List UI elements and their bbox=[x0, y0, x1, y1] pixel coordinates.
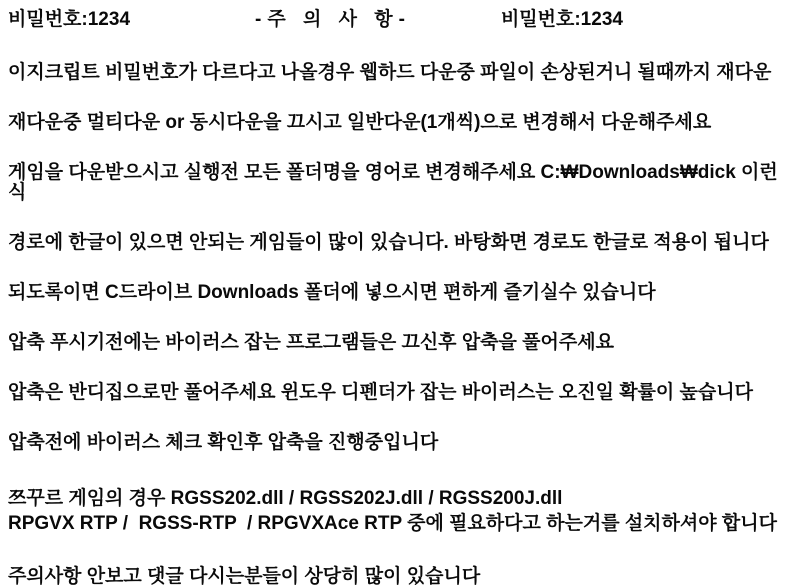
notice-header bbox=[0, 0, 800, 30]
notice-line: 쯔꾸르 게임의 경우 RGSS202.dll / RGSS202J.dll / RGSS200J.dll bbox=[8, 488, 563, 509]
notice-line: 게임을 다운받으시고 실행전 모든 폴더명을 영어로 변경해주세요 C:₩Downloads₩dick 이런식 bbox=[8, 162, 778, 203]
notice-line: 주의사항 안보고 댓글 다시는분들이 상당히 많이 있습니다 bbox=[8, 566, 481, 587]
notice-title: -주 의 사 항- bbox=[255, 9, 411, 30]
notice-line: 되도록이면 C드라이브 Downloads 폴더에 넣으시면 편하게 즐기실수 있습니다 bbox=[8, 282, 656, 303]
notice-line: 경로에 한글이 있으면 안되는 게임들이 많이 있습니다. 바탕화면 경로도 한글로 적용이 됩니다 bbox=[8, 232, 769, 253]
notice-line: 압축은 반디집으로만 풀어주세요 윈도우 디펜더가 잡는 바이러스는 오진일 확률이 높습니다 bbox=[8, 382, 753, 403]
notice-line: RPGVX RTP / RGSS-RTP / RPGVXAce RTP 중에 필요하다고 하는거를 설치하셔야 합니다 bbox=[8, 513, 777, 534]
notice-line: 이지크립트 비밀번호가 다르다고 나올경우 웹하드 다운중 파일이 손상된거니 될때까지 재다운 bbox=[8, 62, 772, 83]
notice-line: 재다운중 멀티다운 or 동시다운을 끄시고 일반다운(1개씩)으로 변경해서 다운해주세요 bbox=[8, 112, 712, 133]
password-right: 비밀번호:1234 bbox=[500, 9, 623, 30]
notice-body bbox=[0, 63, 800, 587]
notice-line: 압축 푸시기전에는 바이러스 잡는 프로그램들은 끄신후 압축을 풀어주세요 bbox=[8, 332, 614, 353]
notice-line: 압축전에 바이러스 체크 확인후 압축을 진행중입니다 bbox=[8, 432, 439, 453]
password-left: 비밀번호:1234 bbox=[8, 9, 131, 30]
